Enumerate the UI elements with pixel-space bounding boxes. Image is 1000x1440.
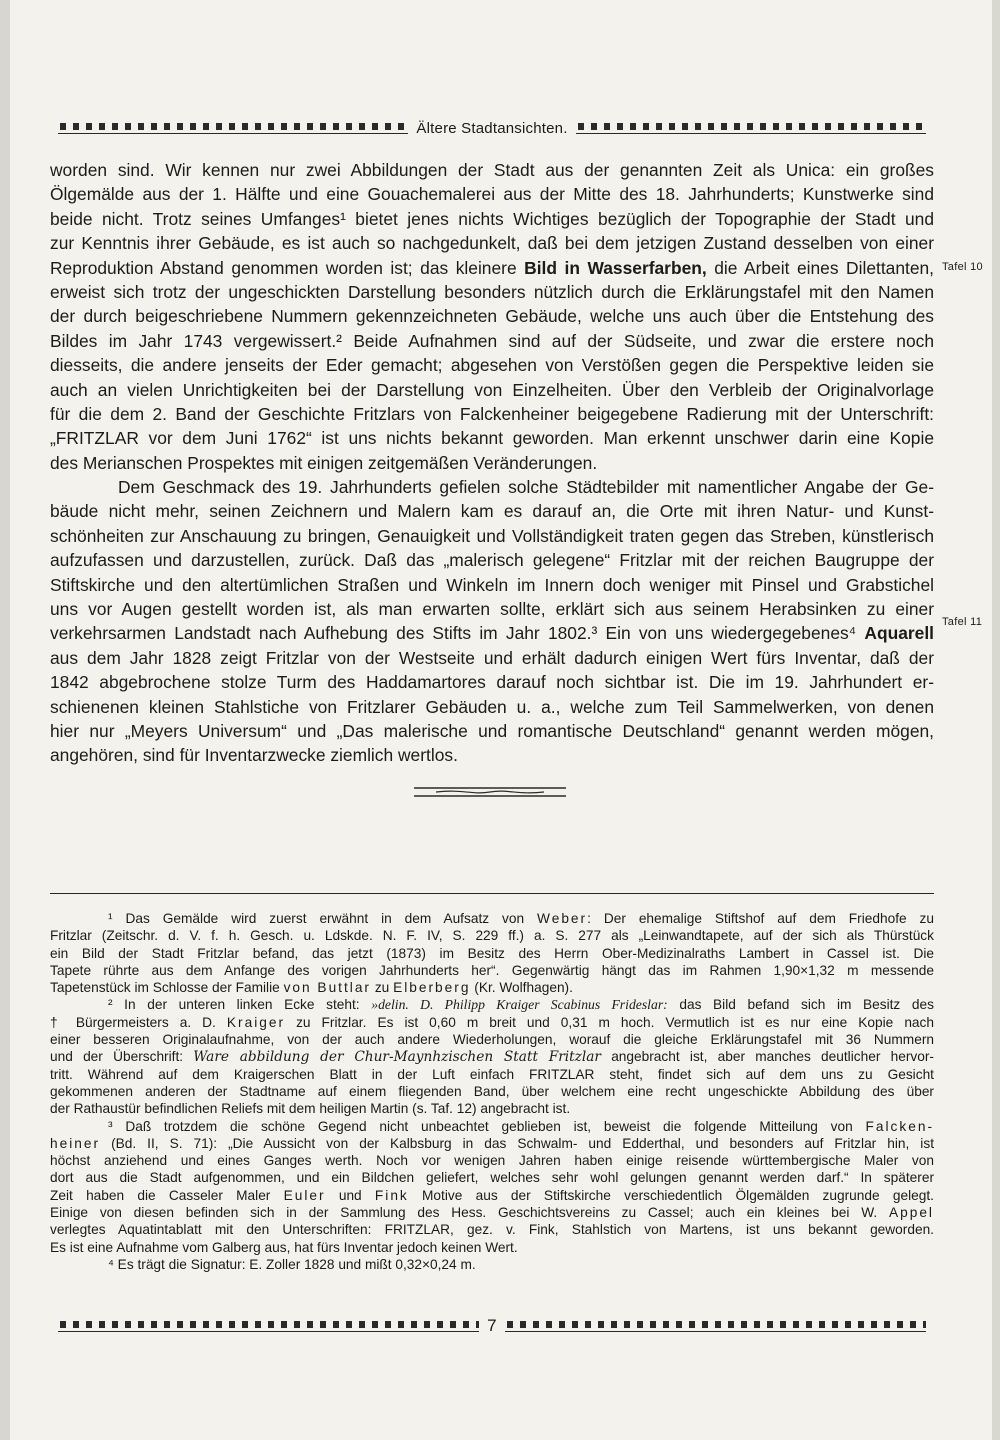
footnote-line: und der Überschrift: Ware abbildung der Chur-Maynhzischen Statt Fritzlar angebracht ist, aber manches deutlicher hervor-: [50, 1049, 934, 1066]
section-separator-ornament: [412, 784, 568, 798]
footnote-line: tritt. Während auf dem Kraigerschen Blatt in der Luft einfach FRITZLAR steht, findet sich auf dem uns zu Gesicht: [50, 1066, 934, 1082]
text-line: Reproduktion Abstand genommen worden ist; das kleinere Bild in Wasserfarben, die Arbeit eines Dilettanten,: [50, 257, 934, 278]
running-head-title: Ältere Stadtansichten.: [416, 119, 568, 137]
footnote-line: dort aus die Stadt aufgenommen, und ein Bildchen geliefert, welches sehr wohl gelungen genannt werden darf.“ In späterer: [50, 1170, 934, 1186]
text-line: erweist sich trotz der ungeschickten Darstellung besonders nützlich durch die Erklärungstafel mit den Namen: [50, 281, 934, 302]
footnote-3: ³ Daß trotzdem die schöne Gegend nicht unbeachtet geblieben ist, beweist die folgende Mitteilung von Falcken-: [108, 1118, 934, 1134]
main-text: [50, 158, 934, 768]
footnote-line: verlegtes Aquatintablatt mit den Unterschriften: FRITZLAR, gez. v. Fink, Stahlstich von Martens, ist uns bekannt geworden.: [50, 1222, 934, 1238]
footnote-line: † Bürgermeisters a. D. Kraiger zu Fritzlar. Es ist 0,60 m breit und 0,31 m hoch. Vermutlich ist es nur eine Kopie nach: [50, 1014, 934, 1030]
text-line: uns vor Augen gestellt worden ist, als man erwarten sollte, erklärt sich aus seinem Herabsinken zu einer: [50, 599, 934, 620]
text-line: schienenen kleinen Stahlstiche von Fritzlarer Gebäuden u. a., welche zum Teil Sammelwerken, von denen: [50, 696, 934, 717]
footnote-line: Fritzlar (Zeitschr. d. V. f. h. Gesch. u. Ldskde. N. F. IV, S. 229 ff.) a. S. 277 als „Leinwandtapete, auf der sich als Thürstück: [50, 928, 934, 944]
text-line: Stiftskirche und den altertümlichen Straßen und Winkeln im Innern doch weniger mit Pinsel und Grabstichel: [50, 574, 934, 595]
text-line: aus dem Jahr 1828 zeigt Fritzlar von der Westseite und erhält dadurch einigen Wert fürs Inventar, daß der: [50, 647, 934, 668]
text-line: des Merianschen Prospektes mit einigen zeitgemäßen Veränderungen.: [50, 452, 598, 473]
footnote-2: ² In der unteren linken Ecke steht: »delin. D. Philipp Kraiger Scabinus Frideslar: das Bild befand sich im Besitz des: [108, 997, 934, 1013]
footnote-line: Tapete rührte aus dem Anfange des vorigen Jahrhunderts her“. Gegenwärtig hängt das im Rahmen 1,90×1,32 m messende: [50, 962, 934, 978]
text-line: schönheiten zur Anschauung zu bringen, Genauigkeit und Vollständigkeit traten gegen das Streben, künstlerisch: [50, 525, 934, 546]
emphasis-aquarell: Aquarell: [864, 623, 934, 644]
ornament-border-right: [505, 1321, 926, 1332]
footnote-line: einer besseren Originalaufnahme, von der auch andere Wiederholungen, worauf die gleiche Erklärungstafel mit 36 Nummern: [50, 1032, 934, 1048]
running-head: [50, 118, 934, 138]
footnote-line: Zeit haben die Casseler Maler Euler und Fink Motive aus der Stiftskirche verschiedentlich Ölgemälden zugrunde gelegt.: [50, 1187, 934, 1203]
footnote-line: höchst anziehend und eines Ganges werth. Noch vor wenigen Jahren haben einige reisende württembergische Maler von: [50, 1153, 934, 1169]
footnotes: [50, 910, 934, 1273]
footnote-line: ein Bild der Stadt Fritzlar befand, das jetzt (1873) im Besitz des Herrn Ober-Medizinalraths Lambert in Cassel ist. Die: [50, 945, 934, 961]
text-line: diesseits, die andere jenseits der Eder gemacht; abgesehen von Verstößen gegen die Perspektive leiden sie: [50, 355, 934, 376]
page-edge-right: [992, 0, 1000, 1440]
text-line: Ölgemälde aus der 1. Hälfte und eine Gouachemalerei aus der Mitte des 18. Jahrhunderts; Kunstwerke sind: [50, 184, 934, 205]
footnote-line: der Rathaustür befindlichen Reliefs mit dem heiligen Martin (s. Taf. 12) angebracht ist.: [50, 1101, 571, 1117]
ornament-border-left: [58, 1321, 479, 1332]
footnote-1: ¹ Das Gemälde wird zuerst erwähnt in dem Aufsatz von Weber: Der ehemalige Stiftshof auf dem Friedhofe zu: [108, 911, 934, 926]
text-line: worden sind. Wir kennen nur zwei Abbildungen der Stadt aus der genannten Zeit als Unica: ein großes: [50, 160, 934, 180]
text-line: für die dem 2. Band der Geschichte Fritzlars von Falckenheiner beigegebene Radierung mit der Unterschrift:: [50, 403, 934, 424]
ornament-border-right: [576, 123, 926, 134]
text-line: verkehrsarmen Landstadt nach Aufhebung des Stifts im Jahr 1802.³ Ein von uns wiedergegebenes⁴ Aquarell: [50, 623, 934, 644]
text-line: hier nur „Meyers Universum“ und „Das malerische und romantische Deutschland“ genannt werden mögen,: [50, 720, 934, 741]
footnote-rule: [50, 893, 934, 894]
text-line: beide nicht. Trotz seines Umfanges¹ bietet jenes nichts Wichtiges bezüglich der Topographie der Stadt und: [50, 208, 934, 229]
text-line: „FRITZLAR vor dem Juni 1762“ ist uns nichts bekannt geworden. Man erkennt unschwer darin eine Kopie: [50, 428, 934, 449]
text-line: Dem Geschmack des 19. Jahrhunderts gefielen solche Städtebilder mit namentlicher Angabe der Ge-: [118, 477, 934, 498]
ornament-border-left: [58, 123, 408, 134]
page-edge-left: [0, 0, 10, 1440]
text-line: bäude nicht mehr, seinen Zeichnern und Malern kam es darauf an, die Orte mit ihren Natur- und Kunst-: [50, 501, 934, 522]
footnote-line: Tapetenstück im Schlosse der Familie von Buttlar zu Elberberg (Kr. Wolfhagen).: [50, 980, 573, 996]
footnote-line: heiner (Bd. II, S. 71): „Die Aussicht von der Kalbsburg in das Schwalm- und Edderthal, und besonders auf Fritzlar hin, ist: [50, 1135, 934, 1151]
margin-note-tafel-11: Tafel 11: [942, 616, 983, 628]
footnote-line: gekommenen anderen der Stadtname auf einem fliegenden Band, über welchem eine recht ungeschickte Abbildung des über: [50, 1083, 934, 1099]
text-line: auch an vielen Unrichtigkeiten bei der Darstellung von Einzelheiten. Über den Verbleib der Originalvorlage: [50, 379, 934, 400]
text-line: aufzufassen und darzustellen, zurück. Daß das „malerisch gelegene“ Fritzlar mit der reichen Baugruppe der: [50, 550, 934, 571]
footnote-line: Einige von diesen befinden sich in der Sammlung des Hess. Geschichtsvereins zu Cassel; auch ein kleines bei W. Appel: [50, 1205, 934, 1221]
footnote-line: Es ist eine Aufnahme vom Galberg aus, hat fürs Inventar jedoch keinen Wert.: [50, 1239, 518, 1255]
page-number: 7: [487, 1316, 497, 1335]
text-line: Bildes im Jahr 1743 vergewissert.² Beide Aufnahmen sind auf der Südseite, und zwar die erstere noch: [50, 330, 934, 351]
text-line: 1842 abgebrochene stolze Turm des Haddamartores darauf noch sichtbar ist. Die im 19. Jahrhundert er-: [50, 672, 934, 693]
text-line: angehören, sind für Inventarzwecke ziemlich wertlos.: [50, 745, 458, 766]
footnote-4: ⁴ Es trägt die Signatur: E. Zoller 1828 und mißt 0,32×0,24 m.: [108, 1256, 476, 1272]
text-line: zur Kenntnis ihrer Gebäude, es ist auch so nachgedunkelt, daß bei dem jetzigen Zustand desselben von einer: [50, 233, 934, 254]
margin-note-tafel-10: Tafel 10: [942, 261, 983, 273]
text-line: der durch beigeschriebene Nummern gekennzeichneten Gebäude, welche uns auch über die Entstehung des: [50, 306, 934, 327]
emphasis-bild-in-wasserfarben: Bild in Wasserfarben,: [524, 257, 707, 278]
running-foot: [50, 1316, 934, 1336]
